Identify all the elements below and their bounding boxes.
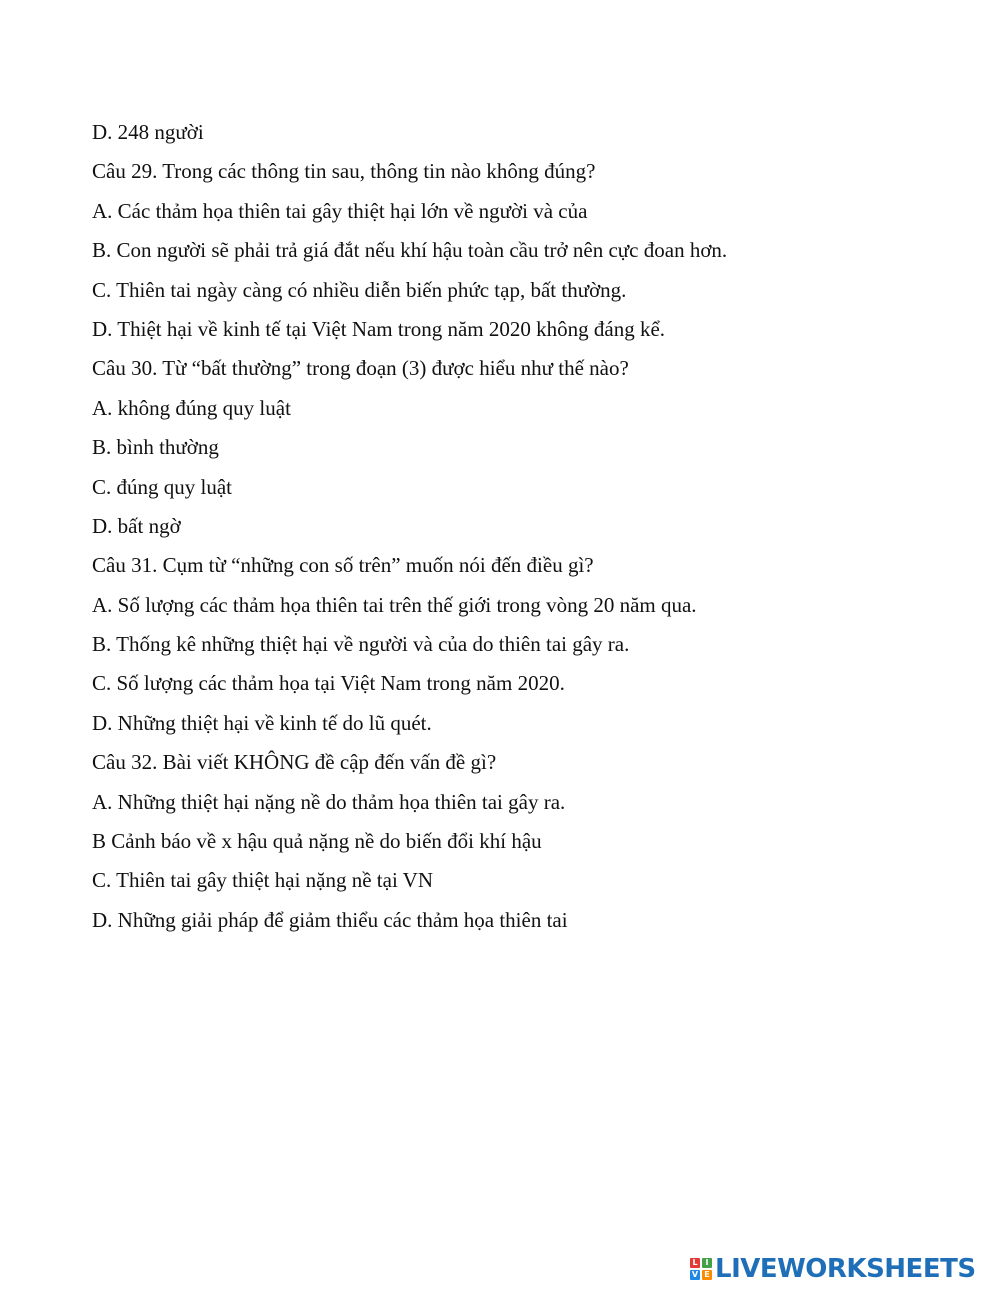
- question-29: Câu 29. Trong các thông tin sau, thông tin nào không đúng?: [92, 159, 596, 184]
- answer-option: C. Thiên tai gây thiệt hại nặng nề tại VN: [92, 868, 433, 893]
- answer-option: B Cảnh báo về x hậu quả nặng nề do biến đổi khí hậu: [92, 829, 542, 854]
- question-31: Câu 31. Cụm từ “những con số trên” muốn nói đến điều gì?: [92, 553, 594, 578]
- logo-text: LIVEWORKSHEETS: [715, 1254, 976, 1284]
- answer-option: D. Những thiệt hại về kinh tế do lũ quét.: [92, 710, 432, 735]
- logo-mark-cell: E: [702, 1270, 712, 1280]
- answer-option: A. Những thiệt hại nặng nề do thảm họa thiên tai gây ra.: [92, 789, 566, 814]
- answer-option: B. Con người sẽ phải trả giá đắt nếu khí hậu toàn cầu trở nên cực đoan hơn.: [92, 238, 728, 263]
- answer-option: C. Số lượng các thảm họa tại Việt Nam trong năm 2020.: [92, 671, 565, 696]
- answer-option: A. Số lượng các thảm họa thiên tai trên thế giới trong vòng 20 năm qua.: [92, 592, 697, 617]
- answer-option: D. 248 người: [92, 120, 204, 144]
- answer-option: A. Các thảm họa thiên tai gây thiệt hại lớn về người và của: [92, 198, 588, 223]
- logo-mark-cell: V: [691, 1270, 699, 1279]
- question-list: [92, 113, 952, 940]
- answer-option: D. Những giải pháp để giảm thiểu các thảm họa thiên tai: [92, 907, 568, 932]
- answer-option: B. Thống kê những thiệt hại về người và của do thiên tai gây ra.: [92, 632, 630, 657]
- question-30: Câu 30. Từ “bất thường” trong đoạn (3) được hiểu như thế nào?: [92, 356, 629, 381]
- answer-option: D. Thiệt hại về kinh tế tại Việt Nam trong năm 2020 không đáng kể.: [92, 316, 666, 341]
- answer-option: C. đúng quy luật: [92, 474, 232, 499]
- logo-mark-cell: L: [690, 1258, 700, 1268]
- answer-option: B. bình thường: [92, 435, 219, 460]
- liveworksheets-logo: [690, 1252, 976, 1286]
- logo-mark-cell: I: [702, 1258, 712, 1268]
- question-32: Câu 32. Bài viết KHÔNG đề cập đến vấn đề gì?: [92, 750, 497, 775]
- answer-option: A. không đúng quy luật: [92, 395, 291, 420]
- answer-option: C. Thiên tai ngày càng có nhiều diễn biến phức tạp, bất thường.: [92, 277, 627, 302]
- answer-option: D. bất ngờ: [92, 513, 181, 538]
- liveworksheets-logo-icon: [690, 1258, 712, 1280]
